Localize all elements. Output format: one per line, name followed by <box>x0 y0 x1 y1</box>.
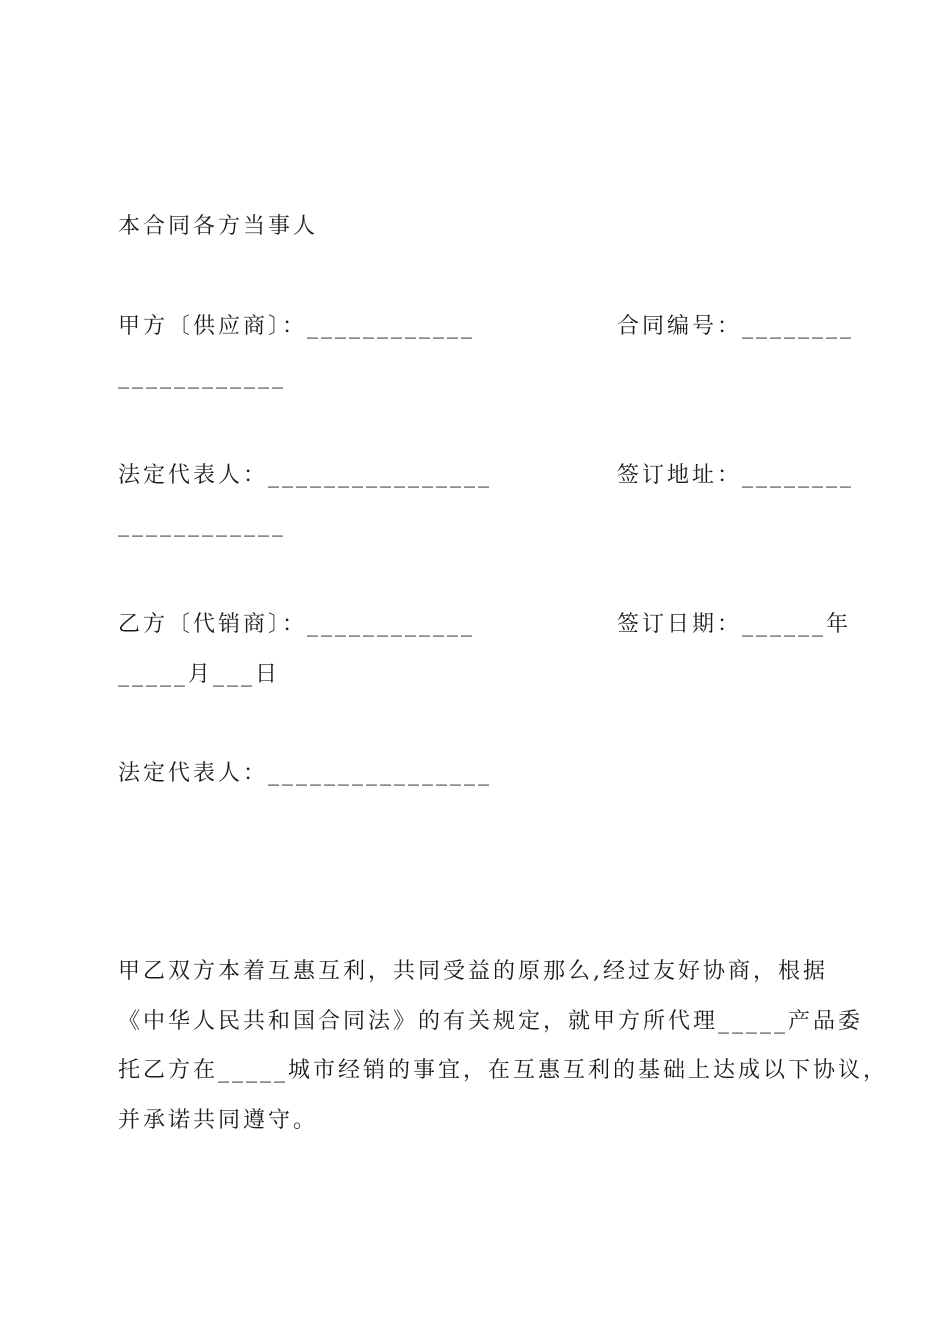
body-paragraph-line: 《中华人民共和国合同法》的有关规定，就甲方所代理_____产品委 <box>118 1009 864 1034</box>
party-a-field: 甲方〔供应商〕：____________ <box>118 314 476 339</box>
body-paragraph-line: 托乙方在_____城市经销的事宜，在互惠互利的基础上达成以下协议， <box>118 1058 889 1083</box>
body-paragraph-line: 甲乙双方本着互惠互利，共同受益的原那么,经过友好协商，根据 <box>118 959 828 984</box>
heading-parties: 本合同各方当事人 <box>118 214 319 239</box>
sign-place-continuation: ____________ <box>118 512 286 537</box>
sign-place-field: 签订地址：________ <box>617 463 855 488</box>
contract-number-field: 合同编号：________ <box>617 314 855 339</box>
sign-date-field: 签订日期：______年 <box>617 612 852 637</box>
party-b-field: 乙方〔代销商〕：____________ <box>118 612 476 637</box>
party-b-representative-field: 法定代表人：________________ <box>118 761 493 786</box>
body-paragraph-line: 并承诺共同遵守。 <box>118 1108 319 1133</box>
contract-number-continuation: ____________ <box>118 364 286 389</box>
sign-date-continuation: _____月___日 <box>118 662 281 687</box>
party-a-representative-field: 法定代表人：________________ <box>118 463 493 488</box>
